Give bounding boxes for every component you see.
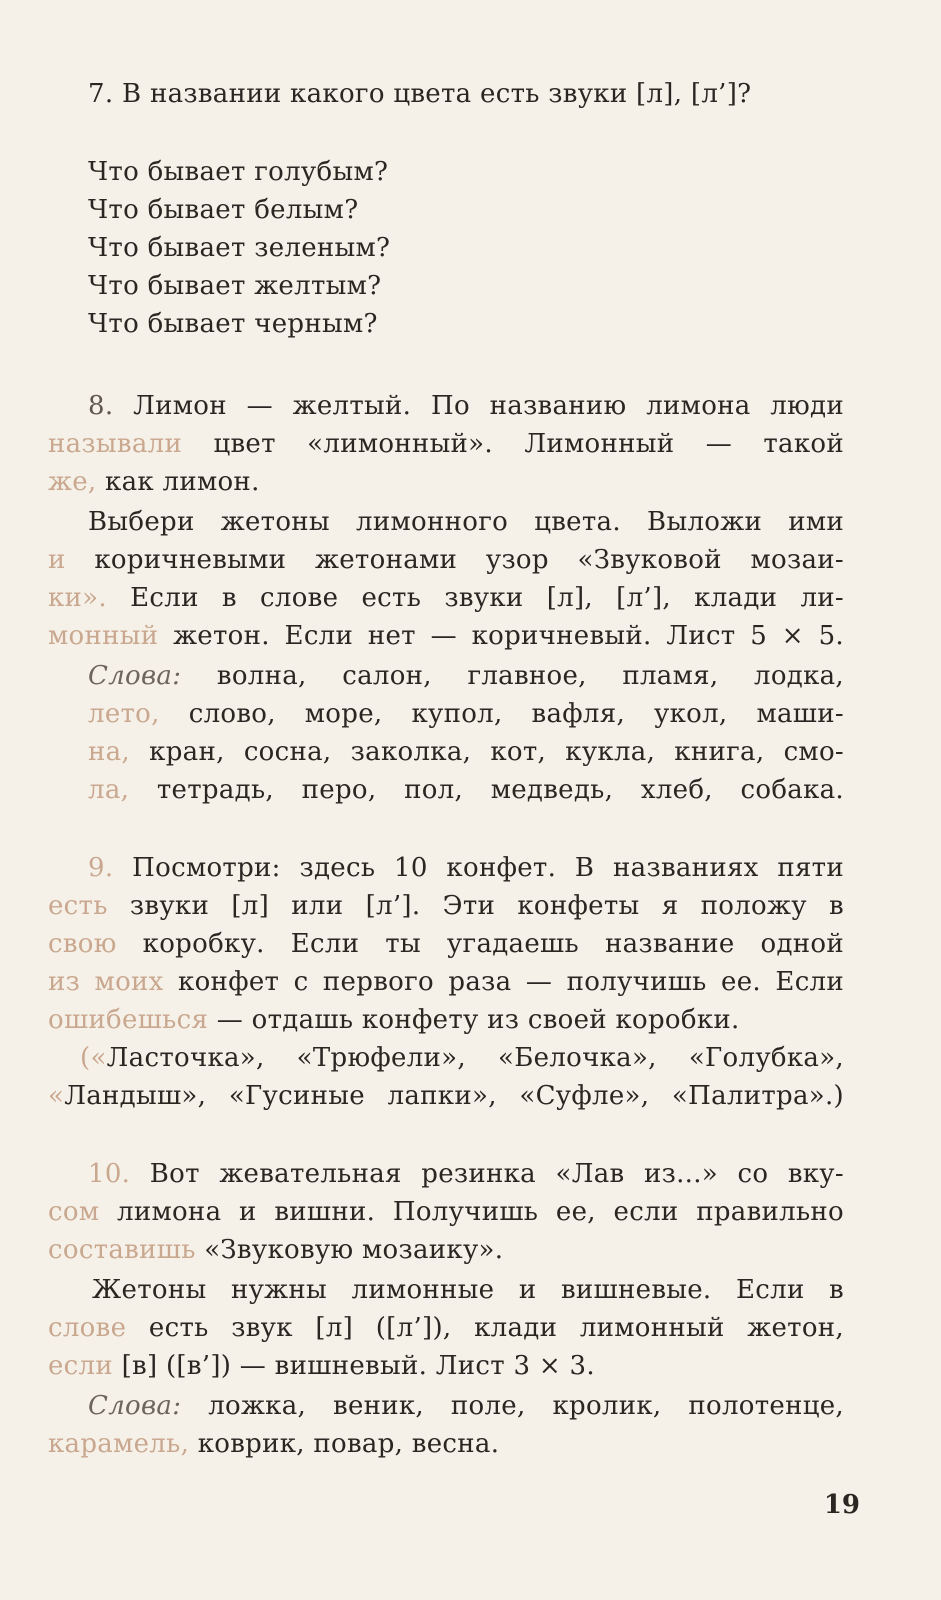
task10-line-6: если [в] ([в’]) — вишневый. Лист 3 × 3. bbox=[48, 1351, 595, 1381]
task9-line-5: ошибешься — отдашь конфету из своей коробки. bbox=[48, 1005, 740, 1035]
task8-line-8: Слова: волна, салон, главное, пламя, лодка, bbox=[88, 661, 844, 691]
task9-line-3: свою коробку. Если ты угадаешь название одной bbox=[48, 929, 844, 959]
task8-line-6: ки». Если в слове есть звуки [л], [л’], клади ли- bbox=[48, 583, 844, 613]
task9-line-2: есть звуки [л] или [л’]. Эти конфеты я положу в bbox=[48, 891, 844, 921]
task7-question-4: Что бывает желтым? bbox=[88, 271, 382, 301]
task10-line-4: Жетоны нужны лимонные и вишневые. Если в bbox=[92, 1275, 844, 1305]
task10-line-3: составишь «Звуковую мозаику». bbox=[48, 1235, 504, 1265]
task8-line-9: лето, слово, море, купол, вафля, укол, маши- bbox=[88, 699, 844, 729]
task10-line-8: карамель, коврик, повар, весна. bbox=[48, 1429, 500, 1459]
task7-question-5: Что бывает черным? bbox=[88, 309, 378, 339]
task10-line-2: сом лимона и вишни. Получишь ее, если правильно bbox=[48, 1197, 844, 1227]
task10-line-7: Слова: ложка, веник, поле, кролик, полотенце, bbox=[88, 1391, 844, 1421]
task8-line-1: 8. Лимон — желтый. По названию лимона люди bbox=[88, 391, 844, 421]
task9-line-1: 9. Посмотри: здесь 10 конфет. В названиях пяти bbox=[88, 853, 844, 883]
task9-line-6: («Ласточка», «Трюфели», «Белочка», «Голубка», bbox=[80, 1043, 844, 1073]
task7-question-1: Что бывает голубым? bbox=[88, 157, 389, 187]
task8-line-11: ла, тетрадь, перо, пол, медведь, хлеб, собака. bbox=[88, 775, 844, 805]
task8-line-3: же, как лимон. bbox=[48, 467, 260, 497]
task8-line-7: монный жетон. Если нет — коричневый. Лист 5 × 5. bbox=[48, 621, 844, 651]
task8-line-10: на, кран, сосна, заколка, кот, кукла, книга, смо- bbox=[88, 737, 844, 767]
page-number: 19 bbox=[823, 1490, 860, 1520]
task10-line-5: слове есть звук [л] ([л’]), клади лимонный жетон, bbox=[48, 1313, 844, 1343]
task7-question-2: Что бывает белым? bbox=[88, 195, 359, 225]
task7-question-3: Что бывает зеленым? bbox=[88, 233, 391, 263]
task9-line-4: из моих конфет с первого раза — получишь ее. Если bbox=[48, 967, 845, 997]
task7-heading: 7. В названии какого цвета есть звуки [л], [л’]? bbox=[88, 79, 752, 109]
task8-line-2: называли цвет «лимонный». Лимонный — такой bbox=[48, 429, 844, 459]
task8-line-5: и коричневыми жетонами узор «Звуковой мозаи- bbox=[48, 545, 844, 575]
task8-line-4: Выбери жетоны лимонного цвета. Выложи ими bbox=[88, 507, 844, 537]
task10-line-1: 10. Вот жевательная резинка «Лав из...» со вку- bbox=[88, 1159, 844, 1189]
task9-line-7: «Ландыш», «Гусиные лапки», «Суфле», «Палитра».) bbox=[48, 1081, 844, 1111]
